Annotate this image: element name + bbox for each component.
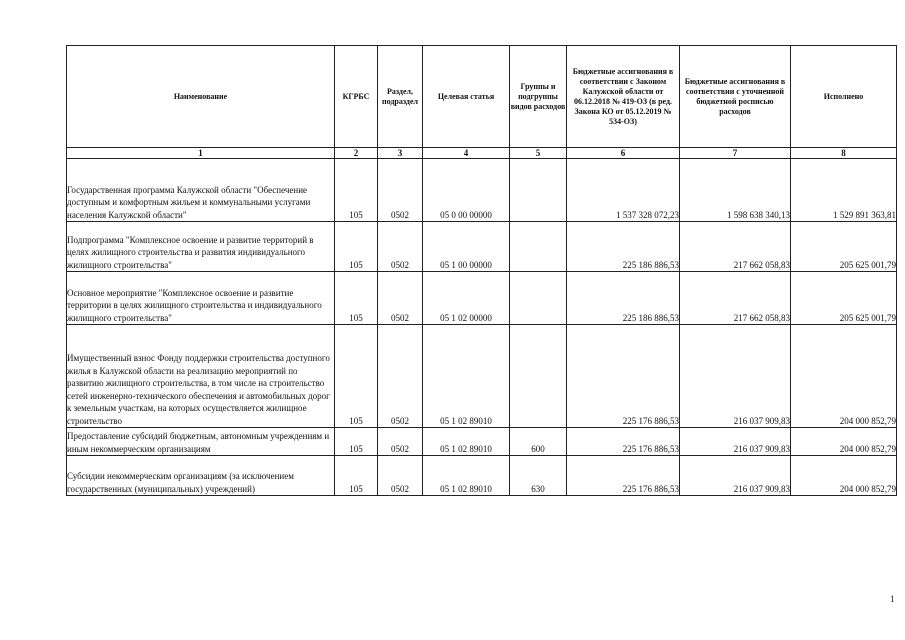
- row-name: Государственная программа Калужской области "Обеспечение доступным и комфортным жильем и коммунальными услугами населения Калужской области": [67, 159, 335, 222]
- row-section: 0502: [378, 272, 423, 325]
- table-row: [67, 272, 897, 325]
- row-group: [510, 325, 567, 428]
- row-refined: 1 598 638 340,13: [680, 159, 791, 222]
- row-group: 630: [510, 456, 567, 496]
- header-executed: Исполнено: [791, 46, 897, 148]
- row-name: Предоставление субсидий бюджетным, автономным учреждениям и иным некоммерческим организациям: [67, 428, 335, 456]
- row-section: 0502: [378, 222, 423, 272]
- column-number: 3: [378, 148, 423, 159]
- column-number: 7: [680, 148, 791, 159]
- column-number: 5: [510, 148, 567, 159]
- header-kgrbs: КГРБС: [335, 46, 378, 148]
- row-kgrbs: 105: [335, 325, 378, 428]
- header-groups: Группы и подгруппы видов расходов: [510, 46, 567, 148]
- row-kgrbs: 105: [335, 272, 378, 325]
- row-group: [510, 222, 567, 272]
- page-number: 1: [890, 594, 895, 604]
- row-law: 1 537 328 072,23: [567, 159, 680, 222]
- budget-table: [66, 45, 897, 496]
- row-refined: 216 037 909,83: [680, 428, 791, 456]
- header-name: Наименование: [67, 46, 335, 148]
- row-name: Основное мероприятие "Комплексное освоение и развитие территории в целях жилищного строительства и индивидуального жилищного строительства": [67, 272, 335, 325]
- row-name: Субсидии некоммерческим организациям (за исключением государственных (муниципальных) учреждений): [67, 456, 335, 496]
- column-number: 8: [791, 148, 897, 159]
- row-refined: 217 662 058,83: [680, 272, 791, 325]
- header-allocations-law: Бюджетные ассигнования в соответствии с Законом Калужской области от 06.12.2018 № 419-ОЗ (в ред. Закона КО от 05.12.2019 № 534-ОЗ): [567, 46, 680, 148]
- header-target: Целевая статья: [423, 46, 510, 148]
- row-section: 0502: [378, 456, 423, 496]
- row-section: 0502: [378, 159, 423, 222]
- row-executed: 1 529 891 363,81: [791, 159, 897, 222]
- row-group: [510, 159, 567, 222]
- row-target: 05 1 02 89010: [423, 428, 510, 456]
- row-law: 225 176 886,53: [567, 456, 680, 496]
- row-law: 225 176 886,53: [567, 428, 680, 456]
- column-number-row: [67, 148, 897, 159]
- row-target: 05 1 02 89010: [423, 325, 510, 428]
- row-target: 05 1 02 00000: [423, 272, 510, 325]
- row-section: 0502: [378, 325, 423, 428]
- table-row: [67, 428, 897, 456]
- row-executed: 204 000 852,79: [791, 325, 897, 428]
- column-number: 4: [423, 148, 510, 159]
- row-refined: 216 037 909,83: [680, 456, 791, 496]
- row-name: Подпрограмма "Комплексное освоение и развитие территорий в целях жилищного строительства и развития индивидуального жилищного строительства": [67, 222, 335, 272]
- table-row: [67, 325, 897, 428]
- row-refined: 216 037 909,83: [680, 325, 791, 428]
- header-allocations-refined: Бюджетные ассигнования в соответствии с уточненной бюджетной росписью расходов: [680, 46, 791, 148]
- row-law: 225 186 886,53: [567, 272, 680, 325]
- header-row: [67, 46, 897, 148]
- row-executed: 205 625 001,79: [791, 272, 897, 325]
- table-row: [67, 222, 897, 272]
- row-group: [510, 272, 567, 325]
- row-refined: 217 662 058,83: [680, 222, 791, 272]
- row-target: 05 0 00 00000: [423, 159, 510, 222]
- row-law: 225 186 886,53: [567, 222, 680, 272]
- row-executed: 204 000 852,79: [791, 456, 897, 496]
- row-law: 225 176 886,53: [567, 325, 680, 428]
- row-executed: 205 625 001,79: [791, 222, 897, 272]
- column-number: 2: [335, 148, 378, 159]
- row-kgrbs: 105: [335, 428, 378, 456]
- row-executed: 204 000 852,79: [791, 428, 897, 456]
- row-section: 0502: [378, 428, 423, 456]
- column-number: 6: [567, 148, 680, 159]
- table-row: [67, 159, 897, 222]
- row-kgrbs: 105: [335, 222, 378, 272]
- row-kgrbs: 105: [335, 456, 378, 496]
- column-number: 1: [67, 148, 335, 159]
- row-target: 05 1 00 00000: [423, 222, 510, 272]
- row-target: 05 1 02 89010: [423, 456, 510, 496]
- row-name: Имущественный взнос Фонду поддержки строительства доступного жилья в Калужской области на реализацию мероприятий по развитию жилищного строительства, в том числе на строительство сетей инженерно-технического обеспечения и автомобильных дорог к земельным участкам, на которых осуществляется жилищное строительство: [67, 325, 335, 428]
- header-section: Раздел, подраздел: [378, 46, 423, 148]
- row-kgrbs: 105: [335, 159, 378, 222]
- table-row: [67, 456, 897, 496]
- row-group: 600: [510, 428, 567, 456]
